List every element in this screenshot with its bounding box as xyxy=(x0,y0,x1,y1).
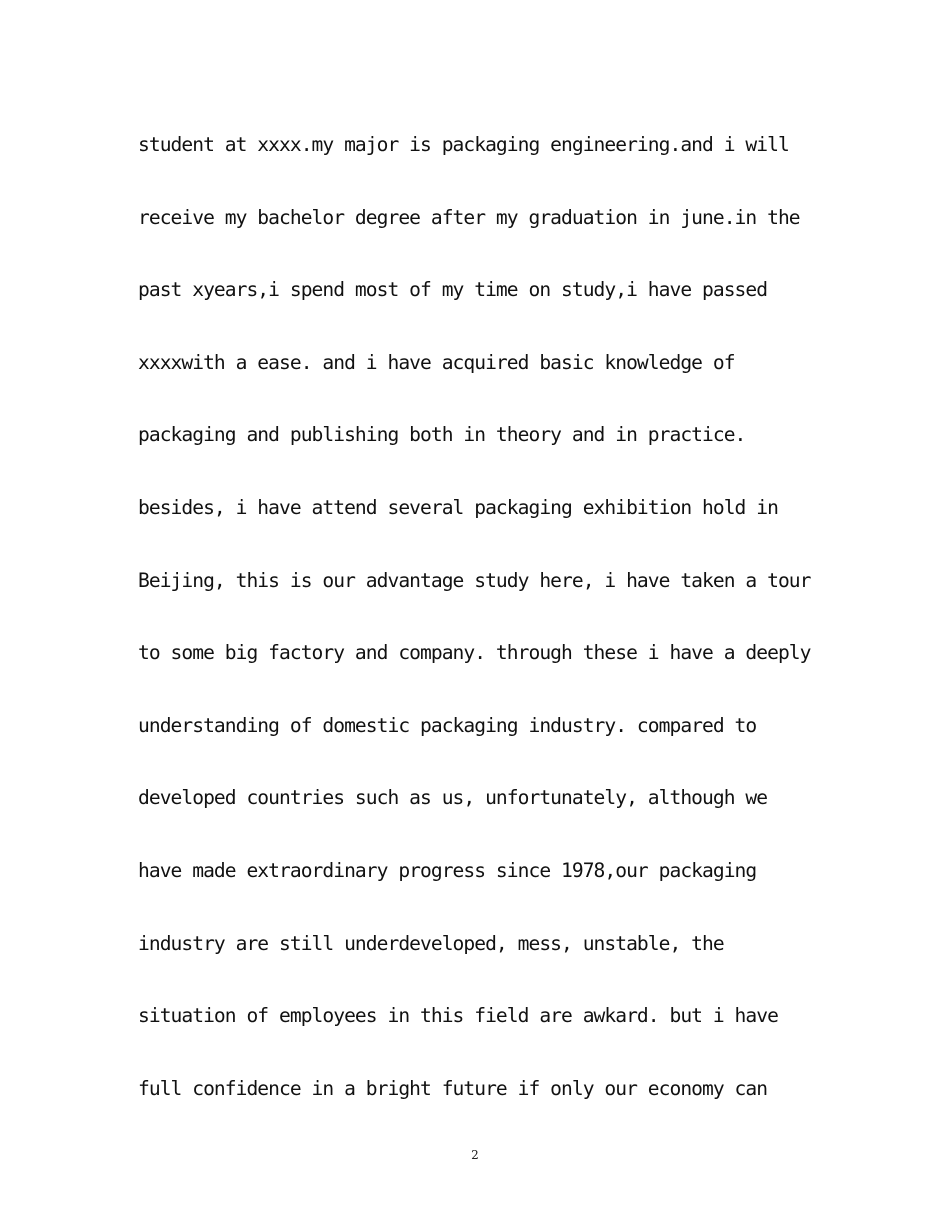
text-line: xxxxwith a ease. and i have acquired basic knowledge of xyxy=(138,350,735,374)
text-line: situation of employees in this field are awkard. but i have xyxy=(138,1004,778,1028)
text-line: to some big factory and company. through these i have a deeply xyxy=(138,641,811,665)
text-line: developed countries such as us, unfortunately, although we xyxy=(138,786,768,810)
text-line: student at xxxx.my major is packaging engineering.and i will xyxy=(138,133,789,156)
text-line: Beijing, this is our advantage study here, i have taken a tour xyxy=(138,568,811,592)
text-line: past xyears,i spend most of my time on study,i have passed xyxy=(138,278,768,302)
text-line: receive my bachelor degree after my graduation in june.in the xyxy=(138,205,800,229)
text-line: packaging and publishing both in theory and in practice. xyxy=(138,423,746,447)
text-line: industry are still underdeveloped, mess, unstable, the xyxy=(138,931,724,955)
text-line: understanding of domestic packaging industry. compared to xyxy=(138,713,757,737)
text-line: full confidence in a bright future if only our economy can xyxy=(138,1076,768,1100)
text-line: have made extraordinary progress since 1978,our packaging xyxy=(138,858,757,882)
text-line: besides, i have attend several packaging exhibition hold in xyxy=(138,495,778,519)
page-number: 2 xyxy=(471,1148,479,1162)
body-text xyxy=(138,127,838,1143)
